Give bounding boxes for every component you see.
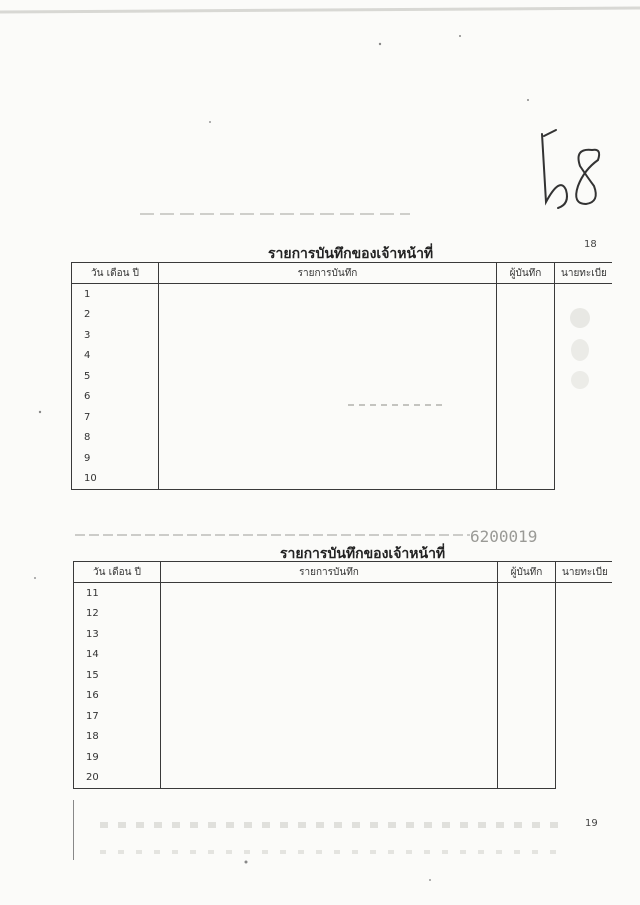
table-row — [72, 407, 612, 428]
registrar-cell — [555, 407, 612, 428]
table-row — [74, 768, 612, 789]
registrar-cell — [556, 665, 612, 686]
recorder-cell — [498, 747, 556, 768]
row-number-cell: 6 — [72, 387, 159, 408]
recorder-cell — [498, 686, 556, 707]
header-recorder: ผู้บันทึก — [497, 263, 555, 284]
entry-cell — [161, 686, 498, 707]
header-date: วัน เดือน ปี — [72, 263, 159, 284]
entry-cell — [161, 583, 498, 604]
table-row — [74, 583, 612, 604]
row-number-cell: 2 — [72, 305, 159, 326]
row-number-cell: 18 — [74, 727, 161, 748]
page-number-top: 18 — [584, 239, 597, 250]
recorder-cell — [498, 645, 556, 666]
recorder-cell — [497, 428, 555, 449]
header-row — [72, 263, 612, 284]
row-number-cell: 17 — [74, 706, 161, 727]
entry-cell — [159, 346, 497, 367]
registrar-cell — [556, 706, 612, 727]
header-entry: รายการบันทึก — [161, 562, 498, 583]
serial-fragment: 6200019 — [470, 527, 538, 546]
recorder-cell — [497, 469, 555, 490]
table-row — [74, 665, 612, 686]
table-row — [72, 366, 612, 387]
registrar-cell — [556, 645, 612, 666]
registrar-cell — [556, 583, 612, 604]
header-registrar: นายทะเบีย — [555, 263, 612, 284]
row-number-cell: 9 — [72, 448, 159, 469]
recorder-cell — [498, 706, 556, 727]
registrar-cell — [555, 305, 612, 326]
recorder-cell — [497, 448, 555, 469]
recorder-cell — [497, 305, 555, 326]
recorder-cell — [497, 284, 555, 305]
entry-cell — [161, 747, 498, 768]
recorder-cell — [498, 583, 556, 604]
entry-cell — [161, 645, 498, 666]
table-row — [74, 645, 612, 666]
registrar-cell — [555, 325, 612, 346]
recorder-cell — [498, 624, 556, 645]
header-row — [74, 562, 612, 583]
row-number-cell: 3 — [72, 325, 159, 346]
entry-cell — [161, 665, 498, 686]
registrar-cell — [555, 469, 612, 490]
registrar-cell — [556, 727, 612, 748]
table-row — [74, 624, 612, 645]
row-number-cell: 14 — [74, 645, 161, 666]
registrar-cell — [555, 366, 612, 387]
table-row — [74, 706, 612, 727]
registrar-cell — [555, 346, 612, 367]
table-row — [72, 284, 612, 305]
registrar-cell — [555, 448, 612, 469]
row-number-cell: 20 — [74, 768, 161, 789]
recorder-cell — [497, 387, 555, 408]
table-row — [74, 727, 612, 748]
table-row — [74, 686, 612, 707]
registrar-cell — [556, 768, 612, 789]
row-number-cell: 7 — [72, 407, 159, 428]
entry-cell — [161, 706, 498, 727]
section-title-1: รายการบันทึกของเจ้าหน้าที่ — [268, 246, 434, 262]
handwritten-page-number — [536, 124, 608, 216]
registrar-cell — [556, 604, 612, 625]
section-title-2: รายการบันทึกของเจ้าหน้าที่ — [280, 546, 446, 562]
entry-cell — [159, 469, 497, 490]
header-recorder: ผู้บันทึก — [498, 562, 556, 583]
table-row — [72, 387, 612, 408]
entry-cell — [161, 624, 498, 645]
header-entry: รายการบันทึก — [159, 263, 497, 284]
entry-cell — [159, 428, 497, 449]
entry-cell — [161, 727, 498, 748]
registrar-cell — [555, 387, 612, 408]
recorder-cell — [498, 665, 556, 686]
registrar-cell — [556, 747, 612, 768]
row-number-cell: 12 — [74, 604, 161, 625]
ledger-table-1 — [71, 262, 612, 490]
registrar-cell — [555, 284, 612, 305]
entry-cell — [159, 407, 497, 428]
entry-cell — [159, 305, 497, 326]
ledger-table-2 — [73, 561, 612, 789]
entry-cell — [161, 604, 498, 625]
table-row — [72, 346, 612, 367]
row-number-cell: 5 — [72, 366, 159, 387]
row-number-cell: 19 — [74, 747, 161, 768]
left-margin-line — [73, 800, 74, 860]
table-row — [72, 469, 612, 490]
row-number-cell: 15 — [74, 665, 161, 686]
page-number-bottom: 19 — [585, 818, 598, 829]
table-row — [74, 604, 612, 625]
header-registrar: นายทะเบีย — [556, 562, 612, 583]
row-number-cell: 8 — [72, 428, 159, 449]
recorder-cell — [497, 346, 555, 367]
row-number-cell: 1 — [72, 284, 159, 305]
registrar-cell — [555, 428, 612, 449]
row-number-cell: 11 — [74, 583, 161, 604]
entry-cell — [159, 284, 497, 305]
recorder-cell — [498, 727, 556, 748]
registrar-cell — [556, 624, 612, 645]
entry-cell — [159, 448, 497, 469]
table-row — [72, 448, 612, 469]
entry-cell — [159, 366, 497, 387]
table-row — [72, 305, 612, 326]
header-date: วัน เดือน ปี — [74, 562, 161, 583]
recorder-cell — [497, 407, 555, 428]
row-number-cell: 4 — [72, 346, 159, 367]
row-number-cell: 13 — [74, 624, 161, 645]
table-row — [72, 325, 612, 346]
row-number-cell: 16 — [74, 686, 161, 707]
entry-cell — [159, 387, 497, 408]
recorder-cell — [498, 768, 556, 789]
entry-cell — [161, 768, 498, 789]
recorder-cell — [498, 604, 556, 625]
entry-cell — [159, 325, 497, 346]
row-number-cell: 10 — [72, 469, 159, 490]
recorder-cell — [497, 325, 555, 346]
recorder-cell — [497, 366, 555, 387]
table-row — [74, 747, 612, 768]
registrar-cell — [556, 686, 612, 707]
table-row — [72, 428, 612, 449]
